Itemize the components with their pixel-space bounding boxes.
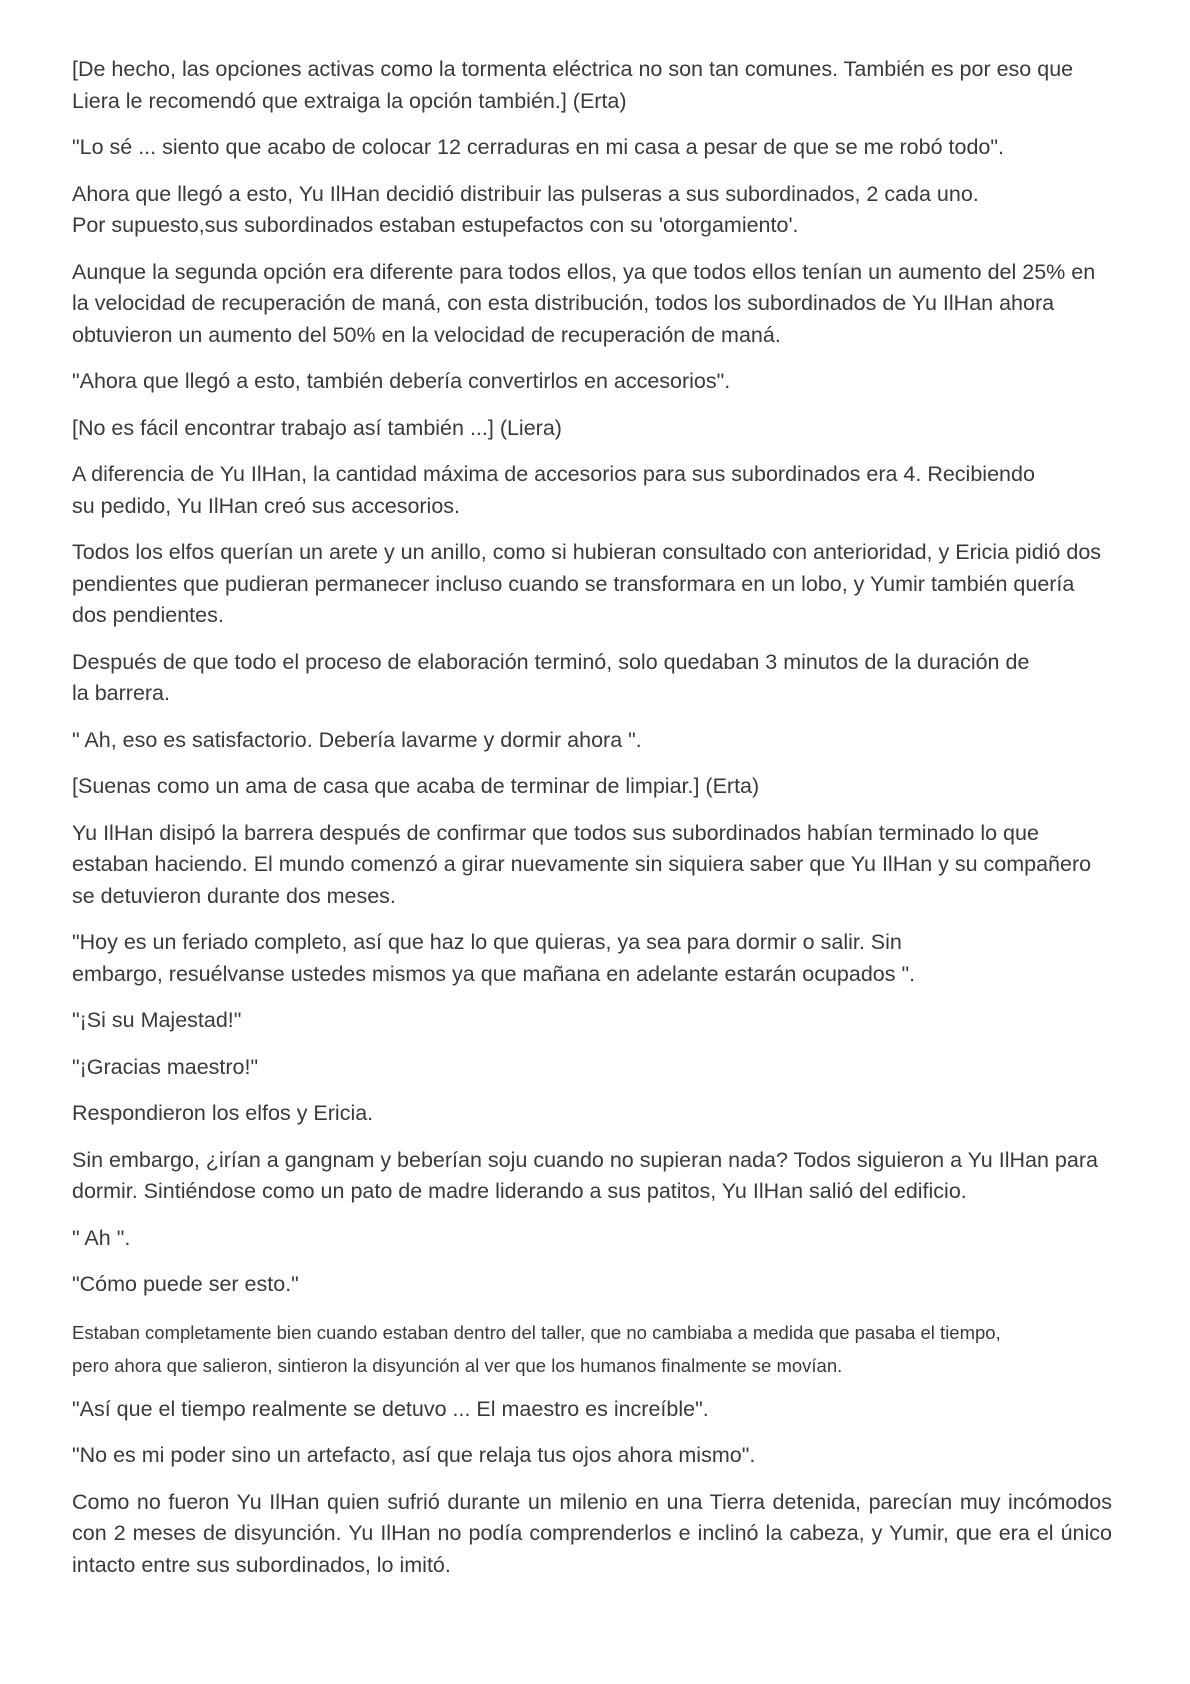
paragraph: A diferencia de Yu IlHan, la cantidad máxima de accesorios para sus subordinados era 4. Recibiendo su pedido, Yu IlHan creó sus accesorios. — [72, 462, 1035, 518]
paragraph: Sin embargo, ¿irían a gangnam y beberían soju cuando no supieran nada? Todos siguieron a Yu IlHan para dormir. Sintiéndose como un pato de madre liderando a sus patitos, Yu IlHan salió del edificio. — [72, 1147, 1098, 1203]
paragraph: "Hoy es un feriado completo, así que haz lo que quieras, ya sea para dormir o salir. Sin embargo, resuélvanse ustedes mismos ya que mañana en adelante estarán ocupados ". — [72, 930, 916, 986]
document-body — [72, 54, 1112, 1596]
paragraph: "Cómo puede ser esto." — [72, 1272, 299, 1296]
paragraph: "Ahora que llegó a esto, también debería convertirlos en accesorios". — [72, 369, 731, 393]
paragraph: Todos los elfos querían un arete y un anillo, como si hubieran consultado con anterioridad, y Ericia pidió dos pendientes que pudieran permanecer incluso cuando se transformara en un lobo, y Yumir también quería dos pendientes. — [72, 540, 1102, 627]
paragraph: "Lo sé ... siento que acabo de colocar 12 cerraduras en mi casa a pesar de que se me robó todo". — [72, 135, 1004, 159]
paragraph: Respondieron los elfos y Ericia. — [72, 1101, 374, 1125]
paragraph: "¡Gracias maestro!" — [72, 1054, 259, 1079]
paragraph: "¡Si su Majestad!" — [72, 1008, 242, 1032]
paragraph: "No es mi poder sino un artefacto, así que relaja tus ojos ahora mismo". — [72, 1443, 756, 1467]
paragraph: Aunque la segunda opción era diferente para todos ellos, ya que todos ellos tenían un aumento del 25% en la velocidad de recuperación de maná, con esta distribución, todos los subordinados de Yu IlHan ahora obtuvieron un aumento del 50% en la velocidad de recuperación de maná. — [72, 259, 1096, 347]
paragraph: [De hecho, las opciones activas como la tormenta eléctrica no son tan comunes. También es por eso que Liera le recomendó que extraiga la opción también.] (Erta) — [72, 57, 1074, 113]
paragraph: Ahora que llegó a esto, Yu IlHan decidió distribuir las pulseras a sus subordinados, 2 cada uno. Por supuesto,sus subordinados estaban estupefactos con su 'otorgamiento'. — [72, 181, 979, 237]
paragraph: "Así que el tiempo realmente se detuvo ... El maestro es increíble". — [72, 1396, 709, 1421]
paragraph: " Ah ". — [72, 1225, 131, 1250]
paragraph: Como no fueron Yu IlHan quien sufrió durante un milenio en una Tierra detenida, parecían muy incómodos con 2 meses de disyunción. Yu IlHan no podía comprenderlos e inclinó la cabeza, y Yumir, que era el único intacto entre sus subordinados, lo imitó. — [72, 1489, 1112, 1577]
paragraph: Después de que todo el proceso de elaboración terminó, solo quedaban 3 minutos de la duración de la barrera. — [72, 649, 1030, 705]
paragraph: " Ah, eso es satisfactorio. Debería lavarme y dormir ahora ". — [72, 727, 642, 752]
paragraph: Yu IlHan disipó la barrera después de confirmar que todos sus subordinados habían terminado lo que estaban haciendo. El mundo comenzó a girar nuevamente sin siquiera saber que Yu IlHan y su compañero se detuvieron durante dos meses. — [72, 820, 1092, 908]
paragraph: [Suenas como un ama de casa que acaba de terminar de limpiar.] (Erta) — [72, 774, 760, 798]
paragraph: Estaban completamente bien cuando estaban dentro del taller, que no cambiaba a medida que pasaba el tiempo, pero ahora que salieron, sintieron la disyunción al ver que los humanos finalmente se movían. — [72, 1321, 1001, 1376]
paragraph: [No es fácil encontrar trabajo así también ...] (Liera) — [72, 415, 562, 440]
